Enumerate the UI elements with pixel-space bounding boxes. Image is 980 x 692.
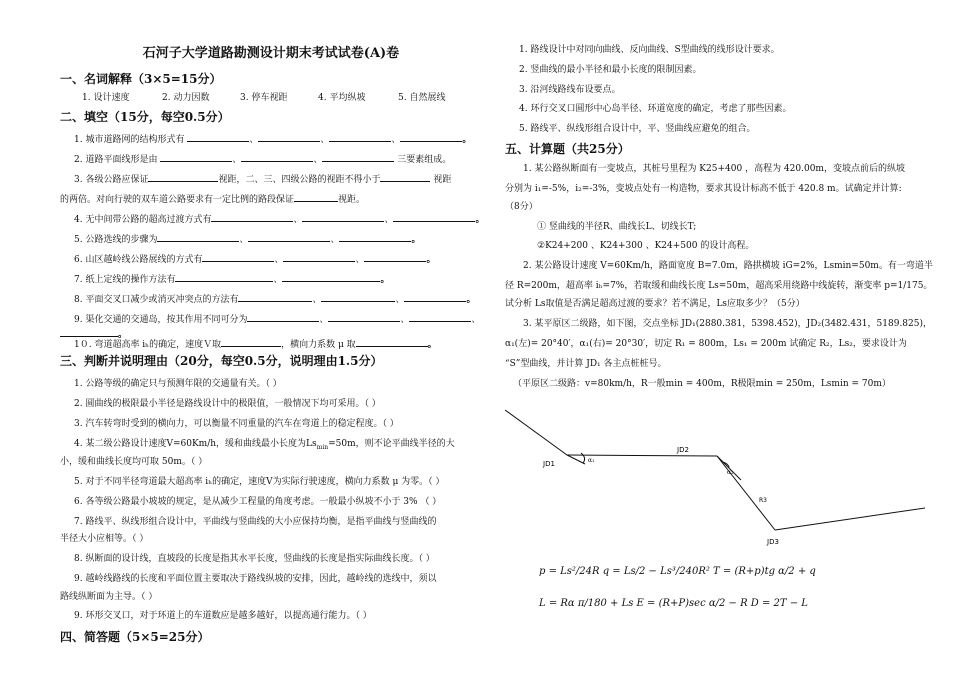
answer-blank[interactable] [247,311,319,322]
short-q3: 3. 沿河线路线布设要点。 [519,85,621,95]
fill-q4: 4. 无中间带公路的超高过渡方式有 、 、 。 [74,211,485,225]
answer-blank[interactable] [187,131,249,142]
fill-q8: 8. 平面交叉口减少或消灭冲突点的方法有 、 、 。 [74,291,476,305]
judge-q2: 2. 圆曲线的极限最小半径是路线设计中的极限值，一般情况下均可采用。（ ） [74,399,381,409]
term-5: 5. 自然展线 [398,93,446,103]
answer-blank[interactable] [393,211,475,222]
term-3: 3. 停车视距 [240,93,288,103]
tangent-line-1 [505,410,567,455]
answer-blank[interactable] [339,231,411,242]
term-1: 1. 设计速度 [82,93,130,103]
jd3-label: JD3 [767,538,779,546]
judge-q4-cont: 小，缓和曲线长度均可取 50m。（ ） [60,457,208,467]
extension-line-1 [567,455,585,464]
judge-q4: 4. 某二级公路设计速度V=60Km/h，缓和曲线最小长度为$Ls_{min}=50m$，则不论平曲线半径的大 [74,439,455,451]
fill-q6: 6. 山区越岭线公路展线的方式有 、 、 。 [74,251,436,265]
calc-1-line1: 1. 某公路纵断面有一变坡点，其桩号里程为 K25+400 ，高程为 420.00m，变坡点前后的纵坡 [523,164,905,174]
answer-blank[interactable] [380,171,430,182]
answer-blank[interactable] [202,251,274,262]
judge-q9: 9. 越岭线路线的长度和平面位置主要取决于路线纵坡的安排，因此，越岭线的选线中，须以 [74,574,437,584]
judge-q7: 7. 路线平、纵线形组合设计中，平曲线与竖曲线的大小应保持均衡，是指平曲线与竖曲线的 [74,517,437,527]
answer-blank[interactable] [282,271,380,282]
answer-blank[interactable] [211,211,293,222]
term-2: 2. 动力因数 [162,93,210,103]
section-5-heading: 五、计算题（共25分） [505,142,630,156]
judge-q10: 9. 环形交叉口，对于环道上的车道数应是越多越好，以提高通行能力。（ ） [74,611,372,621]
fill-q10: 1０. 弯道超高率 iₕ的确定，速度Ｖ取 ，横向力系数 μ 取 。 [74,336,437,350]
section-1-heading: 一、名词解释（3×5=15分） [60,72,222,86]
answer-blank[interactable] [294,191,338,202]
exam-title: 石河子大学道路勘测设计期末考试试卷(A)卷 [142,46,400,61]
calc-3-line2: α₁(左)= 20°40′，α₁(右)= 20°30′，切定 R₁ = 800m，Ls₁ = 200m 试确定 R₂，Ls₂，要求设计为 [505,339,907,349]
term-4: 4. 平均纵坡 [318,93,366,103]
calc-1-line3: （8分） [505,202,538,212]
section-3-heading: 三、判断并说明理由（20分，每空0.5分，说明理由1.5分） [60,354,383,368]
calc-2-line1: 2. 某公路设计速度 V=60Km/h，路面宽度 B=7.0m，路拱横坡 iG=2%，Lsmin=50m。有一弯道半 [523,261,933,271]
fill-q5: 5. 公路选线的步骤为 、 、 。 [74,231,421,245]
fill-q7: 7. 纸上定线的操作方法有 、 。 [74,271,389,285]
judge-q3: 3. 汽车转弯时受到的横向力，可以衡量不同重量的汽车在弯道上的稳定程度。（ ） [74,419,399,429]
judge-q5: 5. 对于不同半径弯道最大超高率 iₕ的确定，速度V为实际行驶速度，横向力系数 μ 为零。（ ） [74,477,445,487]
jd1-label: JD1 [543,460,555,468]
formula-line-2: L = Rα π/180 + Ls E = (R+P)sec α/2 − R D = 2T − L [539,598,808,609]
answer-blank[interactable] [364,251,426,262]
answer-blank[interactable] [321,291,395,302]
fill-q1: 1. 城市道路网的结构形式有 、 、 、 。 [74,131,471,145]
tangent-line-2 [567,455,717,456]
judge-q1: 1. 公路等级的确定只与预测年限的交通量有关。（ ） [74,379,282,389]
section-4-heading: 四、简答题（5×5=25分） [60,630,210,644]
fill-q3: 3. 各级公路应保证 视距，二、三、四级公路的视距不得小于 视距 [74,171,451,185]
answer-blank[interactable] [302,211,384,222]
r3-label: R3 [759,497,767,504]
calc-2-line3: 试分析 Ls取值是否满足超高过渡的要求？若不满足，Ls应取多少？（5分） [505,299,805,309]
calc-3-line3: “S”型曲线，并计算 JD₁ 各主点桩桩号。 [505,359,667,369]
answer-blank[interactable] [329,131,391,142]
answer-blank[interactable] [160,151,232,162]
alpha1-label: α₁ [588,457,595,464]
answer-blank[interactable] [356,336,428,347]
fill-q2: 2. 道路平面线形是由 、 、 三要素组成。 [74,151,451,165]
calc-3-line4: （平原区二级路：v=80km/h，R一般min = 400m，R极限min = 250m，Lsmin = 70m） [513,379,891,389]
answer-blank[interactable] [322,151,394,162]
calc-1-part1: ① 竖曲线的半径R、曲线长L、切线长T; [537,222,697,232]
short-q2: 2. 竖曲线的最小半径和最小长度的限制因素。 [519,65,702,75]
calc-2-line2: 径 R=200m，超高率 iₕ=7%，若取缓和曲线长度 Ls=50m，超高采用绕路中线旋转，渐变率 p=1/175。 [505,281,933,291]
judge-q6: 6. 各等级公路最小坡坡的规定，是从减少工程量的角度考虑。一般最小纵坡不小于 3% （ ） [74,497,442,507]
section-2-heading: 二、填空（15分，每空0.5分） [60,110,230,124]
short-q4: 4. 环行交叉口圆形中心岛半径、环道宽度的确定，考虑了那些因素。 [519,104,792,114]
answer-blank[interactable] [238,291,312,302]
fill-q9: 9. 渠化交通的交通岛，按其作用不同可分为 、 、 、 [74,311,481,325]
answer-blank[interactable] [157,231,239,242]
judge-q7-cont: 半径大小应相等。（ ） [60,534,149,544]
route-alignment-diagram [505,400,935,550]
answer-blank[interactable] [148,171,218,182]
answer-blank[interactable] [258,131,320,142]
judge-q9-cont: 路线纵断面为主导。（ ） [60,592,158,602]
answer-blank[interactable] [328,311,400,322]
formula-line-1: p = Ls²/24R q = Ls/2 − Ls³/240R² T = (R+p)tg α/2 + q [539,566,816,577]
answer-blank[interactable] [241,151,313,162]
calc-3-line1: 3. 某平原区二级路，如下图，交点坐标 JD₁(2880.381，5398.452)，JD₂(3482.431，5189.825)， [523,319,932,329]
answer-blank[interactable] [221,336,281,347]
alpha2-label: α₂ [727,469,734,476]
judge-q8: 8. 纵断面的设计线，直坡段的长度是指其水平长度，竖曲线的长度是指实际曲线长度。（ ） [74,554,435,564]
short-q5: 5. 路线平、纵线形组合设计中，平、竖曲线应避免的组合。 [519,124,756,134]
jd2-label: JD2 [677,446,689,454]
answer-blank[interactable] [400,131,462,142]
answer-blank[interactable] [248,231,330,242]
calc-1-line2: 分别为 i₁=-5%，i₂=-3%，变坡点处有一构造物，要求其设计标高不低于 420.8 m。试确定并计算: [505,184,902,194]
tangent-line-4 [775,508,925,530]
answer-blank[interactable] [404,291,466,302]
answer-blank[interactable] [283,251,355,262]
angle-arc-1 [581,453,585,463]
tangent-line-3 [717,456,775,530]
calc-1-part2: ②K24+200 、K24+300 、K24+500 的设计高程。 [537,241,755,251]
answer-blank[interactable] [409,311,471,322]
fill-q9-cont: 。 [60,326,127,340]
short-q1: 1. 路线设计中对同向曲线、反向曲线、S型曲线的线形设计要求。 [519,45,780,55]
fill-q3-cont: 的两倍。对向行驶的双车道公路要求有一定比例的路段保证 视距。 [60,191,365,205]
answer-blank[interactable] [175,271,273,282]
